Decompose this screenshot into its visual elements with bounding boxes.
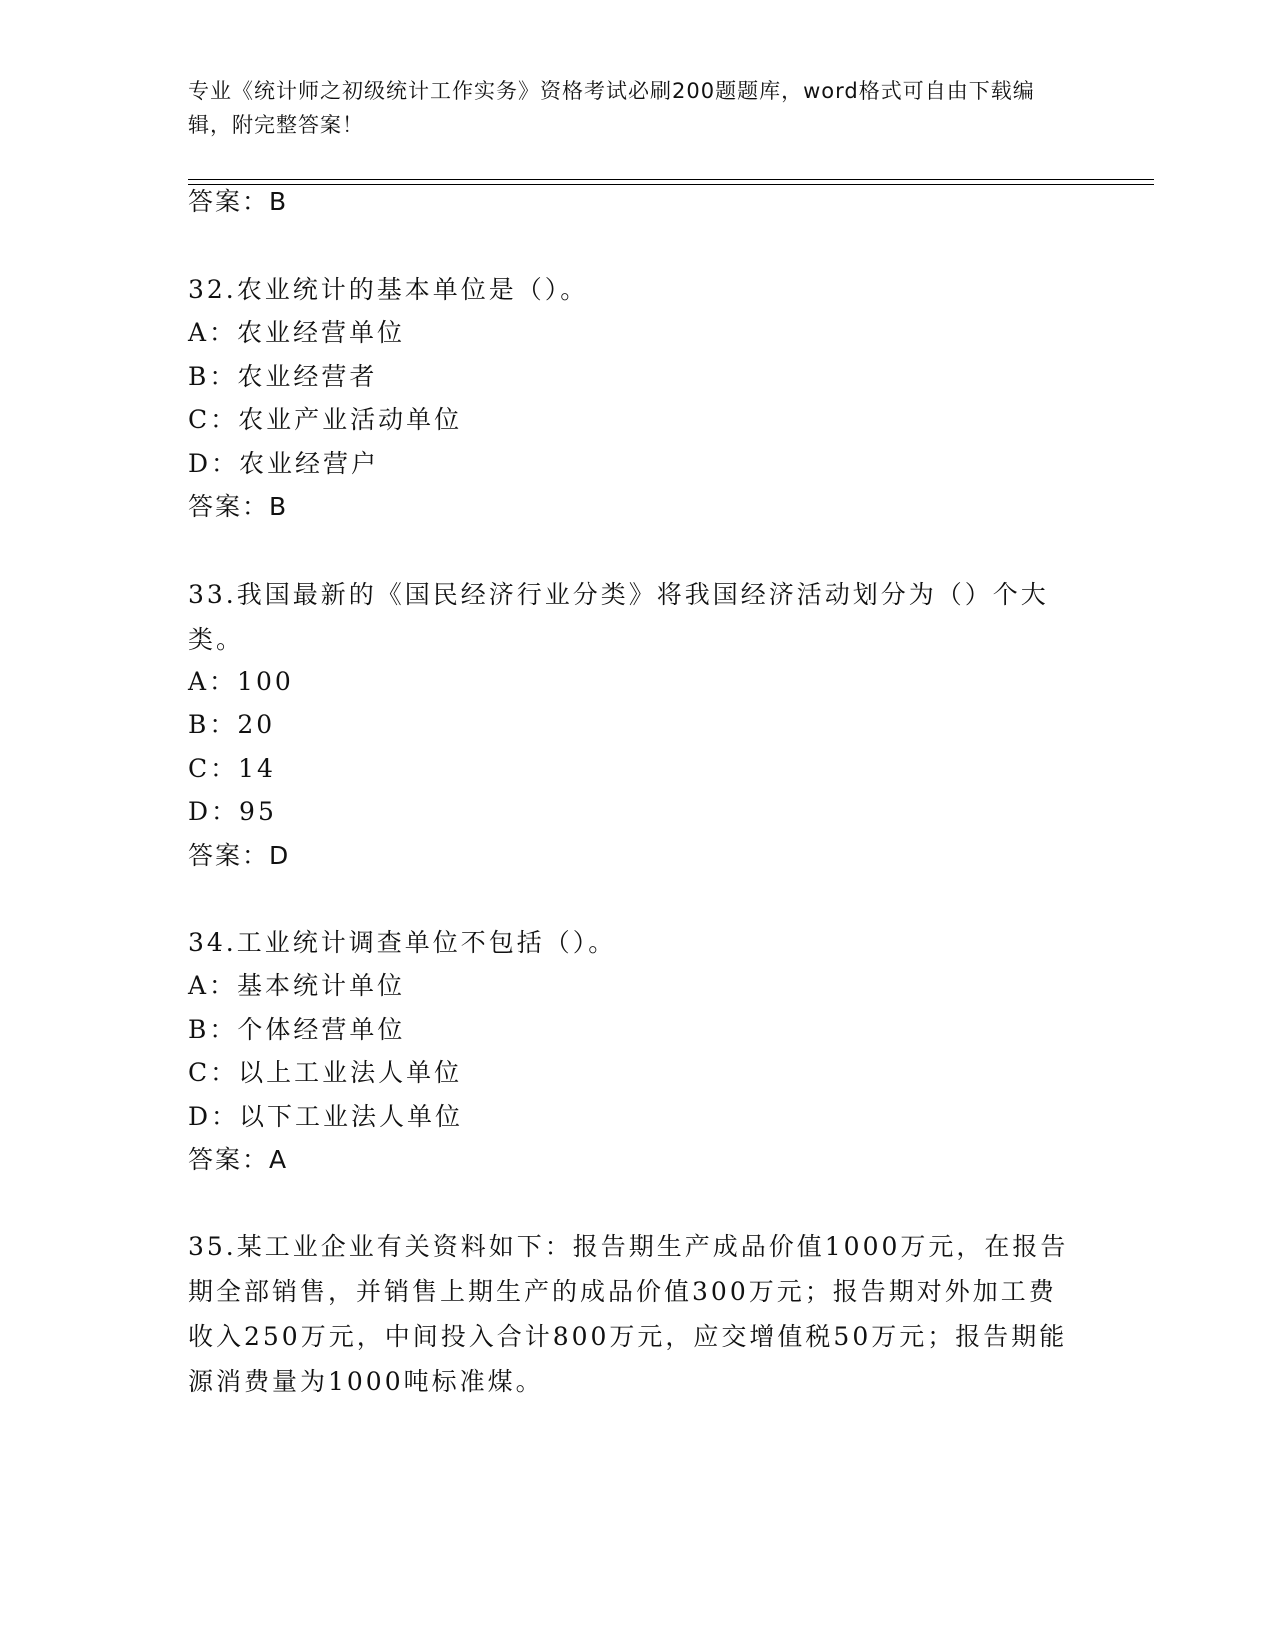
question-34-text: 34.工业统计调查单位不包括（）。 <box>188 928 617 957</box>
question-33-option-c: C：14 <box>188 754 276 783</box>
question-32-option-c: C：农业产业活动单位 <box>188 405 463 434</box>
question-33-text: 33.我国最新的《国民经济行业分类》将我国经济活动划分为（）个大类。 <box>188 580 1049 654</box>
question-34-option-c: C：以上工业法人单位 <box>188 1058 463 1087</box>
question-35-text: 35.某工业企业有关资料如下：报告期生产成品价值1000万元，在报告期全部销售，并销售上期生产的成品价值300万元；报告期对外加工费收入250万元，中间投入合计800万元，应交增值税50万元；报告期能源消费量为1000吨标准煤。 <box>188 1232 1069 1396</box>
question-32-text: 32.农业统计的基本单位是（）。 <box>188 275 589 304</box>
question-33-option-d: D：95 <box>188 797 277 826</box>
question-32-option-a: A：农业经营单位 <box>188 318 406 347</box>
header-rule-top <box>188 179 1154 180</box>
answer-32: 答案：B <box>188 492 289 521</box>
question-32-option-b: B：农业经营者 <box>188 362 378 391</box>
header-rule-bottom <box>188 184 1154 185</box>
question-34-option-b: B：个体经营单位 <box>188 1015 406 1044</box>
question-33-option-b: B：20 <box>188 710 276 739</box>
question-34-option-a: A：基本统计单位 <box>188 971 406 1000</box>
answer-31: 答案：B <box>188 187 289 216</box>
document-header: 专业《统计师之初级统计工作实务》资格考试必刷200题题库，word格式可自由下载编辑，附完整答案！ <box>188 79 1035 137</box>
question-32-option-d: D：农业经营户 <box>188 449 380 478</box>
question-34-option-d: D：以下工业法人单位 <box>188 1102 464 1131</box>
answer-34: 答案：A <box>188 1145 289 1174</box>
answer-33: 答案：D <box>188 841 291 870</box>
question-33-option-a: A：100 <box>188 667 294 696</box>
